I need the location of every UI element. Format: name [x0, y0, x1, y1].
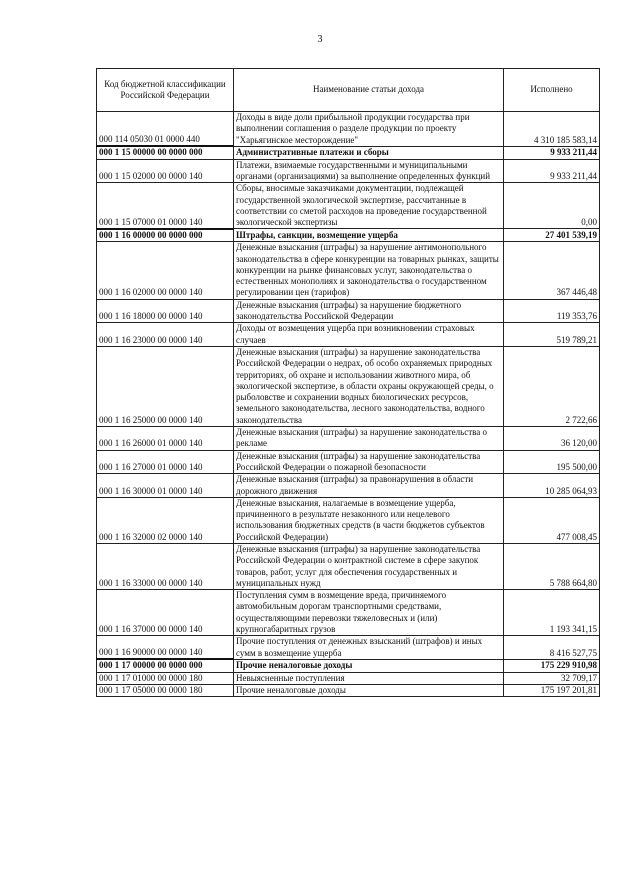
executed-amount-cell: 1 193 341,15	[504, 590, 600, 636]
budget-code-cell: 000 1 15 07000 01 0000 140	[97, 183, 234, 229]
revenue-name-cell: Доходы от возмещения ущерба при возникновении страховых случаев	[234, 323, 504, 347]
budget-code-cell: 000 1 17 00000 00 0000 000	[97, 659, 234, 672]
executed-amount-cell: 175 197 201,81	[504, 685, 600, 697]
executed-amount-cell: 119 353,76	[504, 299, 600, 323]
table-row	[97, 474, 600, 498]
executed-amount-cell: 36 120,00	[504, 427, 600, 451]
header-executed: Исполнено	[504, 69, 600, 112]
budget-code-cell: 000 1 16 23000 00 0000 140	[97, 323, 234, 347]
budget-code-cell: 000 1 16 25000 00 0000 140	[97, 346, 234, 426]
executed-amount-cell: 9 933 211,44	[504, 146, 600, 159]
executed-amount-cell: 32 709,17	[504, 672, 600, 684]
budget-code-cell: 000 1 16 27000 01 0000 140	[97, 450, 234, 474]
revenue-name-cell: Денежные взыскания (штрафы) за нарушение законодательства Российской Федерации о недрах, об особо охраняемых природных территориях, об охране и использовании животного мира, об экологической экспертизе, в области охраны окружающей среды, о рыболовстве и сохранении водных биологических ресурсов, земельного законодательства, лесного законодательства, водного законодательства	[234, 346, 504, 426]
budget-code-cell: 000 114 05030 01 0000 440	[97, 112, 234, 147]
table-row	[97, 323, 600, 347]
table-row	[97, 672, 600, 684]
budget-code-cell: 000 1 15 02000 00 0000 140	[97, 159, 234, 183]
budget-code-cell: 000 1 16 00000 00 0000 000	[97, 229, 234, 242]
revenue-name-cell: Денежные взыскания (штрафы) за нарушение законодательства о рекламе	[234, 427, 504, 451]
executed-amount-cell: 477 008,45	[504, 497, 600, 543]
budget-code-cell: 000 1 16 37000 00 0000 140	[97, 590, 234, 636]
table-row	[97, 346, 600, 426]
revenue-name-cell: Штрафы, санкции, возмещение ущерба	[234, 229, 504, 242]
revenue-table	[96, 68, 600, 697]
budget-code-cell: 000 1 16 33000 00 0000 140	[97, 543, 234, 589]
executed-amount-cell: 175 229 910,98	[504, 659, 600, 672]
revenue-name-cell: Невыясненные поступления	[234, 672, 504, 684]
table-row	[97, 427, 600, 451]
budget-code-cell: 000 1 17 01000 00 0000 180	[97, 672, 234, 684]
executed-amount-cell: 5 788 664,80	[504, 543, 600, 589]
revenue-name-cell: Административные платежи и сборы	[234, 146, 504, 159]
executed-amount-cell: 27 401 539,19	[504, 229, 600, 242]
executed-amount-cell: 9 933 211,44	[504, 159, 600, 183]
budget-code-cell: 000 1 16 02000 00 0000 140	[97, 242, 234, 299]
table-row	[97, 299, 600, 323]
executed-amount-cell: 10 285 064,93	[504, 474, 600, 498]
table-row	[97, 450, 600, 474]
executed-amount-cell: 4 310 185 583,14	[504, 112, 600, 147]
table-row	[97, 242, 600, 299]
table-row	[97, 183, 600, 229]
executed-amount-cell: 0,00	[504, 183, 600, 229]
page-number: 3	[317, 34, 323, 45]
budget-code-cell: 000 1 16 30000 01 0000 140	[97, 474, 234, 498]
header-budget-code: Код бюджетной классификации Российской Федерации	[97, 69, 234, 112]
header-revenue-name: Наименование статьи дохода	[234, 69, 504, 112]
table-header-row	[97, 69, 600, 112]
executed-amount-cell: 519 789,21	[504, 323, 600, 347]
revenue-name-cell: Денежные взыскания (штрафы) за нарушение законодательства Российской Федерации о пожарной безопасности	[234, 450, 504, 474]
table-row	[97, 497, 600, 543]
table-row	[97, 590, 600, 636]
revenue-name-cell: Прочие неналоговые доходы	[234, 685, 504, 697]
budget-code-cell: 000 1 16 90000 00 0000 140	[97, 636, 234, 660]
table-row-section	[97, 659, 600, 672]
revenue-name-cell: Денежные взыскания (штрафы) за нарушение законодательства Российской Федерации о контрактной системе в сфере закупок товаров, работ, услуг для обеспечения государственных и муниципальных нужд	[234, 543, 504, 589]
table-row-section	[97, 146, 600, 159]
executed-amount-cell: 195 500,00	[504, 450, 600, 474]
budget-code-cell: 000 1 15 00000 00 0000 000	[97, 146, 234, 159]
executed-amount-cell: 2 722,66	[504, 346, 600, 426]
table-row	[97, 159, 600, 183]
revenue-name-cell: Сборы, вносимые заказчиками документации, подлежащей государственной экологической экспертизе, рассчитанные в соответствии со сметой расходов на проведение государственной экологической экспертизы	[234, 183, 504, 229]
budget-code-cell: 000 1 16 32000 02 0000 140	[97, 497, 234, 543]
revenue-name-cell: Поступления сумм в возмещение вреда, причиняемого автомобильным дорогам транспортными средствами, осуществляющими перевозки тяжеловесных и (или) крупногабаритных грузов	[234, 590, 504, 636]
executed-amount-cell: 8 416 527,75	[504, 636, 600, 660]
table-row-section	[97, 229, 600, 242]
revenue-name-cell: Денежные взыскания, налагаемые в возмещение ущерба, причиненного в результате незаконного или нецелевого использования бюджетных средств (в части бюджетов субъектов Российской Федерации)	[234, 497, 504, 543]
budget-code-cell: 000 1 16 18000 00 0000 140	[97, 299, 234, 323]
budget-code-cell: 000 1 16 26000 01 0000 140	[97, 427, 234, 451]
table-row	[97, 685, 600, 697]
revenue-name-cell: Прочие поступления от денежных взысканий (штрафов) и иных сумм в возмещение ущерба	[234, 636, 504, 660]
revenue-name-cell: Денежные взыскания (штрафы) за правонарушения в области дорожного движения	[234, 474, 504, 498]
revenue-name-cell: Денежные взыскания (штрафы) за нарушение антимонопольного законодательства в сфере конкуренции на товарных рынках, защиты конкуренции на рынке финансовых услуг, законодательства о естественных монополиях и законодательства о государственном регулировании цен (тарифов)	[234, 242, 504, 299]
revenue-name-cell: Прочие неналоговые доходы	[234, 659, 504, 672]
revenue-name-cell: Доходы в виде доли прибыльной продукции государства при выполнении соглашения о разделе продукции по проекту "Харьягинское месторождение"	[234, 112, 504, 147]
budget-code-cell: 000 1 17 05000 00 0000 180	[97, 685, 234, 697]
table-row	[97, 112, 600, 147]
executed-amount-cell: 367 446,48	[504, 242, 600, 299]
table-row	[97, 543, 600, 589]
revenue-name-cell: Платежи, взимаемые государственными и муниципальными органами (организациями) за выполнение определенных функций	[234, 159, 504, 183]
table-row	[97, 636, 600, 660]
revenue-name-cell: Денежные взыскания (штрафы) за нарушение бюджетного законодательства Российской Федерации	[234, 299, 504, 323]
